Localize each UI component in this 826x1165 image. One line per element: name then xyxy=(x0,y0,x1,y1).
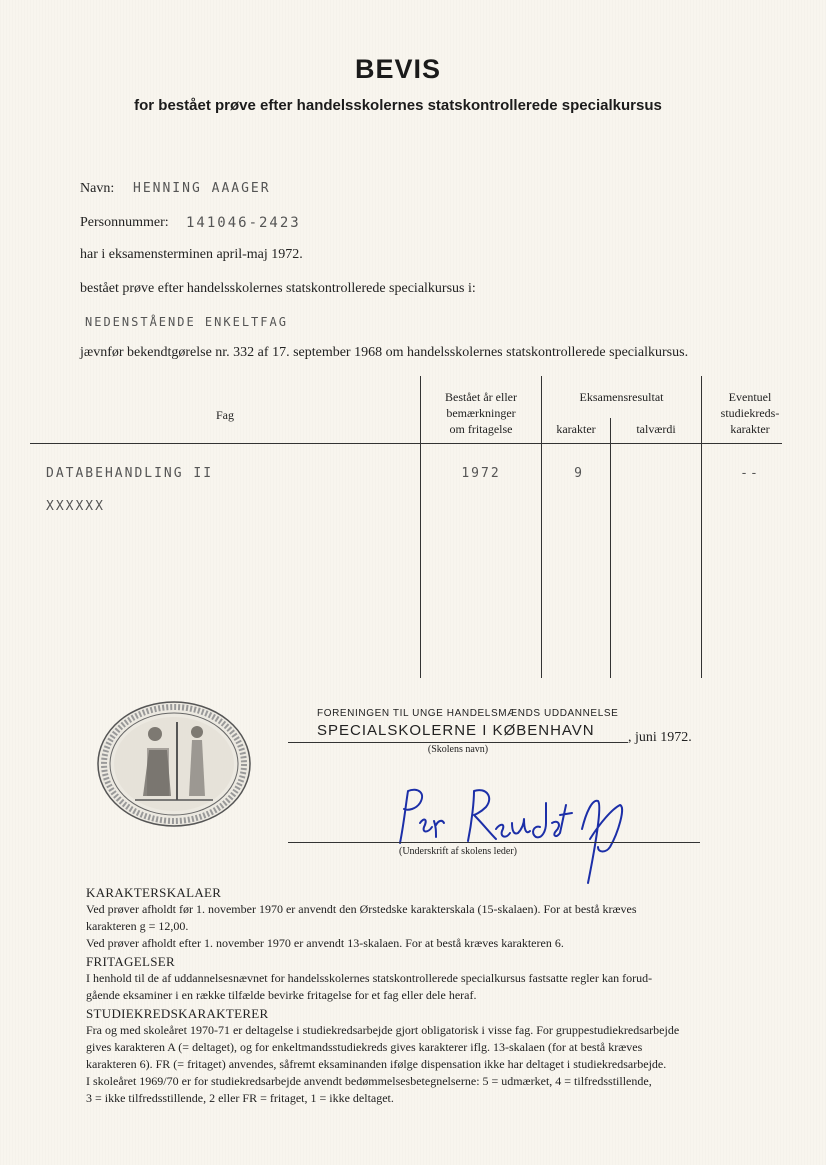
notes-heading-studiekredskarakterer: STUDIEKREDSKARAKTERER xyxy=(86,1006,269,1021)
name-value: HENNING AAAGER xyxy=(133,181,271,196)
col-header-exam: Eksamensresultat xyxy=(579,390,664,404)
certificate-title: BEVIS xyxy=(354,54,442,84)
row-1-studiekreds: -- xyxy=(740,466,760,481)
school-name-rule xyxy=(288,742,628,743)
subjects-value: NEDENSTÅENDE ENKELTFAG xyxy=(85,315,288,329)
school-name: SPECIALSKOLERNE I KØBENHAVN xyxy=(317,722,595,739)
reference-line: jævnfør bekendtgørelse nr. 332 af 17. september 1968 om handelsskolernes statskontrollerede specialkursus. xyxy=(80,345,689,360)
table-header-rule xyxy=(30,443,782,444)
signature-rule xyxy=(288,842,700,843)
school-name-caption: (Skolens navn) xyxy=(427,744,489,755)
cpr-value: 141046-2423 xyxy=(186,215,301,231)
school-seal-icon xyxy=(95,700,253,828)
notes-text: Ved prøver afholdt før 1. november 1970 er anvendt den Ørstedske karakterskala (15-skalaen). For at bestå kræves xyxy=(86,902,637,916)
notes-text: I henhold til de af uddannelsesnævnet for handelsskolernes statskontrollerede specialkursus fastsatte regler kan forud- xyxy=(86,971,653,985)
signature-icon xyxy=(390,783,640,893)
certificate-subtitle: for bestået prøve efter handelsskolernes statskontrollerede specialkursus xyxy=(134,97,662,114)
table-col-divider xyxy=(610,418,611,678)
col-header-studiekreds: Eventuel studiekreds- karakter xyxy=(720,390,780,436)
notes-text: Ved prøver afholdt efter 1. november 1970 er anvendt 13-skalaen. For at bestå kræves karakteren 6. xyxy=(86,936,564,950)
passed-line: bestået prøve efter handelsskolernes statskontrollerede specialkursus i: xyxy=(80,281,476,296)
signature-caption: (Underskrift af skolens leder) xyxy=(398,846,517,857)
col-header-fag: Fag xyxy=(216,408,234,422)
row-1-karakter: 9 xyxy=(574,466,584,481)
notes-heading-fritagelser: FRITAGELSER xyxy=(86,954,175,969)
cpr-label: Personnummer: xyxy=(80,215,169,230)
col-header-talvaerdi: talværdi xyxy=(636,422,676,436)
row-2-fag: XXXXXX xyxy=(46,499,105,514)
name-label: Navn: xyxy=(80,181,115,196)
notes-text: gående eksaminer i en række tilfælde bevirke fritagelse for et fag eller dele heraf. xyxy=(86,988,477,1002)
col-header-karakter: karakter xyxy=(556,422,596,436)
notes-heading-karakterskalaer: KARAKTERSKALAER xyxy=(86,885,222,900)
notes-text: karakteren 6). FR (= fritaget) anvendes, såfremt eksaminanden ifølge dispensation ikke har deltaget i studiekredsarbejde. xyxy=(86,1057,667,1071)
row-1-year: 1972 xyxy=(461,466,501,481)
row-1-fag: DATABEHANDLING II xyxy=(46,466,214,481)
exam-term: har i eksamensterminen april-maj 1972. xyxy=(80,247,303,262)
issue-date: , juni 1972. xyxy=(628,730,692,745)
school-association: FORENINGEN TIL UNGE HANDELSMÆNDS UDDANNELSE xyxy=(317,708,619,719)
notes-section xyxy=(86,885,786,1107)
notes-text: 3 = ikke tilfredsstillende, 2 eller FR = fritaget, 1 = ikke deltaget. xyxy=(86,1091,394,1105)
notes-text: karakteren g = 12,00. xyxy=(86,919,189,933)
notes-text: gives karakteren A (= deltaget), og for enkeltmandsstudiekreds gives karakterer iflg. 13-skalaen (for at bestå kræves xyxy=(86,1040,643,1054)
notes-text: Fra og med skoleåret 1970-71 er deltagelse i studiekredsarbejde gjort obligatorisk i visse fag. For gruppestudiekredsarbejde xyxy=(86,1023,680,1037)
notes-text: I skoleåret 1969/70 er for studiekredsarbejde anvendt bedømmelsesbetegnelserne: 5 = udmærket, 4 = tilfredsstillende, xyxy=(86,1074,652,1088)
col-header-year: Bestået år eller bemærkninger om fritagelse xyxy=(445,390,517,436)
